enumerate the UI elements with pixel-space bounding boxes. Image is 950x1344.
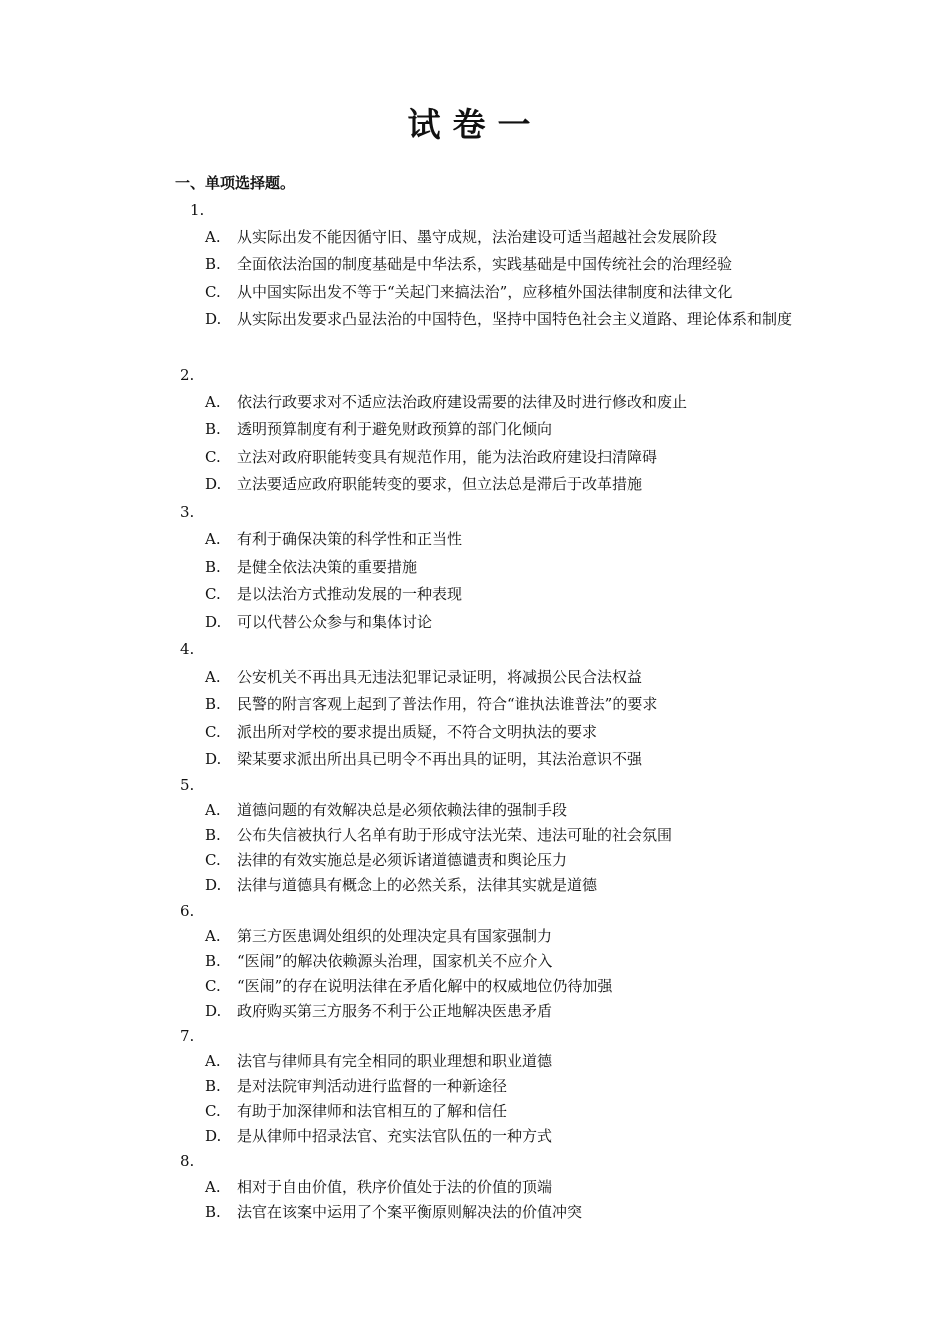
page-title: 试卷一 [407,105,543,144]
option-text: 立法对政府职能转变具有规范作用，能为法治政府建设扫清障碍 [237,448,658,466]
option-letter: A. [205,1178,221,1196]
option-letter: D. [205,750,222,768]
option-item [205,950,552,972]
option-letter: A. [205,927,221,945]
option-item [205,1201,582,1223]
option-letter: C. [205,851,221,869]
option-item [205,418,552,440]
option-item [205,975,612,997]
option-letter: B. [205,1203,221,1221]
option-letter: D. [205,876,222,894]
option-letter: B. [205,826,221,844]
question-number: 4. [180,640,195,658]
option-text: 政府购买第三方服务不利于公正地解决医患矛盾 [237,1002,553,1020]
option-item [205,1125,552,1147]
option-text: 公安机关不再出具无违法犯罪记录证明，将减损公民合法权益 [237,668,643,686]
option-item [205,473,642,495]
question-number: 8. [180,1152,195,1170]
option-text: 从中国实际出发不等于“关起门来搞法治”，应移植外国法律制度和法律文化 [237,283,733,301]
option-text: 法官在该案中运用了个案平衡原则解决法的价值冲突 [237,1203,583,1221]
option-text: 从实际出发不能因循守旧、墨守成规，法治建设可适当超越社会发展阶段 [237,228,718,246]
question-number: 6. [180,902,195,920]
question-number: 3. [180,503,195,521]
option-text: 相对于自由价值，秩序价值处于法的价值的顶端 [237,1178,553,1196]
option-item [205,824,672,846]
option-item [205,721,597,743]
option-letter: D. [205,1002,222,1020]
option-item [205,253,732,275]
section-heading: 一、单项选择题。 [175,174,296,192]
option-text: “医闹”的解决依赖源头治理，国家机关不应介入 [237,952,553,970]
option-text: 第三方医患调处组织的处理决定具有国家强制力 [237,927,553,945]
option-letter: B. [205,558,221,576]
option-item [205,1000,552,1022]
option-letter: B. [205,420,221,438]
option-item [205,874,597,896]
option-text: 是从律师中招录法官、充实法官队伍的一种方式 [237,1127,553,1145]
option-letter: D. [205,475,222,493]
option-item [205,693,657,715]
option-letter: B. [205,255,221,273]
option-item [205,446,657,468]
option-text: 可以代替公众参与和集体讨论 [237,613,433,631]
option-text: 梁某要求派出所出具已明令不再出具的证明，其法治意识不强 [237,750,643,768]
option-item [205,1075,507,1097]
option-item [145,306,815,333]
option-text: 透明预算制度有利于避免财政预算的部门化倾向 [237,420,553,438]
option-item [205,1176,552,1198]
option-letter: A. [205,228,221,246]
option-letter: A. [205,1052,221,1070]
option-letter: C. [205,283,221,301]
option-text: 全面依法治国的制度基础是中华法系，实践基础是中国传统社会的治理经验 [237,255,733,273]
option-text: 有助于加深律师和法官相互的了解和信任 [237,1102,508,1120]
option-letter: B. [205,695,221,713]
option-letter: D. [205,613,222,631]
option-letter: C. [205,585,221,603]
option-letter: B. [205,952,221,970]
option-item [205,528,462,550]
option-letter: D. [205,1127,222,1145]
option-item [205,583,462,605]
option-letter: D. [205,310,222,328]
question-number: 5. [180,776,195,794]
option-letter: A. [205,801,221,819]
option-letter: C. [205,448,221,466]
option-text: 有利于确保决策的科学性和正当性 [237,530,463,548]
option-letter: A. [205,530,221,548]
option-text: 法律与道德具有概念上的必然关系，法律其实就是道德 [237,876,598,894]
option-item [205,925,552,947]
option-letter: A. [205,668,221,686]
option-item [205,748,642,770]
option-text: 是健全依法决策的重要措施 [237,558,418,576]
option-item [205,556,417,578]
option-item [205,799,567,821]
option-text: “医闹”的存在说明法律在矛盾化解中的权威地位仍待加强 [237,977,613,995]
option-letter: C. [205,1102,221,1120]
option-item [205,1100,507,1122]
option-letter: B. [205,1077,221,1095]
option-text: 法官与律师具有完全相同的职业理想和职业道德 [237,1052,553,1070]
option-item [205,391,687,413]
question-number: 2. [180,366,195,384]
option-text: 依法行政要求对不适应法治政府建设需要的法律及时进行修改和废止 [237,393,688,411]
option-text: 从实际出发要求凸显法治的中国特色，坚持中国特色社会主义道路、理论体系和制度 [237,310,793,328]
option-letter: A. [205,393,221,411]
option-item [205,849,567,871]
option-item [205,226,717,248]
option-letter: C. [205,977,221,995]
option-text: 公布失信被执行人名单有助于形成守法光荣、违法可耻的社会氛围 [237,826,673,844]
option-item [205,1050,552,1072]
option-text: 立法要适应政府职能转变的要求，但立法总是滞后于改革措施 [237,475,643,493]
option-text: 是对法院审判活动进行监督的一种新途径 [237,1077,508,1095]
option-text: 是以法治方式推动发展的一种表现 [237,585,463,603]
question-number: 1. [190,201,205,219]
option-item [205,281,732,303]
option-item [205,666,642,688]
option-text: 民警的附言客观上起到了普法作用，符合“谁执法谁普法”的要求 [237,695,658,713]
option-text: 道德问题的有效解决总是必须依赖法律的强制手段 [237,801,568,819]
option-text: 派出所对学校的要求提出质疑，不符合文明执法的要求 [237,723,598,741]
option-letter: C. [205,723,221,741]
option-item [205,611,432,633]
question-number: 7. [180,1027,195,1045]
option-text: 法律的有效实施总是必须诉诸道德谴责和舆论压力 [237,851,568,869]
